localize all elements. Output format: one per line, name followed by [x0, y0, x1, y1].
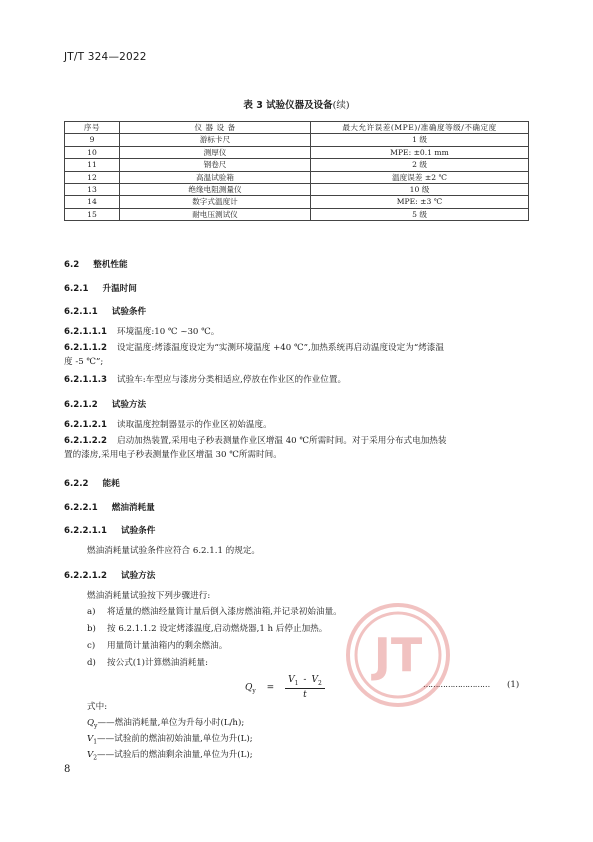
heading-number: 6.2.1.2 [64, 400, 98, 410]
table-row [65, 146, 529, 158]
formula-var-v1-sub: 1 [294, 679, 299, 687]
where-symbol-sub: 2 [93, 754, 98, 762]
heading-title: 升温时间 [102, 284, 137, 294]
cell-accuracy: MPE: ±3 ℃ [311, 196, 529, 208]
cell-instrument: 绝缘电阻测量仪 [120, 184, 311, 196]
paragraph-test-condition: 燃油消耗量试验条件应符合 6.2.1.1 的规定。 [87, 546, 261, 556]
where-text: ——试验前的燃油初始油量,单位为升(L); [97, 734, 253, 744]
where-label: 式中: [87, 702, 108, 712]
heading-title: 试验条件 [111, 307, 147, 317]
where-text: ——试验后的燃油剩余油量,单位为升(L); [97, 750, 253, 760]
where-symbol: V [87, 734, 94, 744]
heading-number: 6.2.2.1.2 [64, 571, 107, 581]
clause-6-2-1-2-2 [64, 434, 534, 462]
instrument-table [64, 121, 529, 221]
clause-number: 6.2.1.1.1 [64, 327, 107, 337]
paragraph-steps-intro: 燃油消耗量试验按下列步骤进行: [87, 591, 211, 601]
page-number: 8 [64, 764, 71, 775]
clause-6-2-1-1-2 [64, 341, 534, 369]
clause-text-line1: 启动加热装置,采用电子秒表测量作业区增温 40 ℃所需时间。对于采用分布式电加热装 [116, 436, 447, 446]
cell-accuracy: MPE: ±0.1 mm [311, 146, 529, 158]
heading-6-2-1 [64, 282, 137, 294]
where-symbol: V [87, 750, 94, 760]
heading-6-2-1-2 [64, 398, 146, 410]
formula-numerator [285, 675, 325, 689]
clause-number: 6.2.1.1.3 [64, 375, 107, 385]
formula-lhs-sub: y [252, 687, 256, 695]
heading-number: 6.2 [64, 260, 80, 270]
heading-number: 6.2.2 [64, 479, 89, 489]
heading-6-2 [64, 258, 128, 270]
cell-instrument: 高温试验箱 [120, 171, 311, 183]
column-header-seq: 序号 [65, 122, 120, 134]
where-item [87, 748, 253, 766]
clause-text: 读取温度控制器显示的作业区初始温度。 [116, 420, 272, 430]
formula-var-v1: V [288, 675, 295, 685]
formula-equals: = [266, 682, 275, 693]
cell-seq: 9 [65, 134, 120, 146]
cell-seq: 13 [65, 184, 120, 196]
jt-watermark-stamp [344, 601, 452, 709]
clause-text-line2: 置的漆房,采用电子秒表测量作业区增温 30 ℃所需时间。 [64, 450, 282, 460]
list-item-text: 用量筒计量油箱内的剩余燃油。 [107, 641, 228, 651]
where-symbol: Q [87, 718, 95, 728]
cell-accuracy: 10 级 [311, 184, 529, 196]
heading-6-2-2-1 [64, 501, 155, 513]
formula-1 [245, 675, 325, 700]
clause-text-line1: 设定温度:烤漆温度设定为“实测环境温度 +40 ℃”,加热系统再启动温度设定为“烤漆温 [116, 343, 444, 353]
table-caption [0, 97, 593, 111]
cell-seq: 14 [65, 196, 120, 208]
formula-lhs: Q [245, 682, 253, 693]
list-item-text: 按 6.2.1.1.2 设定烤漆温度,启动燃烧器,1 h 后停止加热。 [107, 624, 328, 634]
cell-instrument: 测厚仪 [120, 146, 311, 158]
formula-minus: - [303, 675, 307, 685]
where-symbol-sub: 1 [93, 738, 98, 746]
list-item-text: 将适量的燃油经量筒计量后倒入漆房燃油箱,并记录初始油量。 [107, 607, 342, 617]
clause-6-2-1-2-1 [64, 418, 272, 432]
cell-accuracy: 1 级 [311, 134, 529, 146]
clause-number: 6.2.1.2.2 [64, 436, 107, 446]
heading-number: 6.2.1.1 [64, 307, 98, 317]
table-row [65, 208, 529, 220]
cell-accuracy: 2 级 [311, 159, 529, 171]
formula-fraction [285, 675, 325, 700]
list-item [87, 622, 327, 636]
list-item-label: c) [87, 641, 96, 651]
where-text: ——燃油消耗量,单位为升每小时(L/h); [97, 718, 245, 728]
list-item-label: b) [87, 624, 96, 634]
heading-title: 燃油消耗量 [111, 503, 155, 513]
where-symbol-sub: y [94, 722, 98, 730]
cell-seq: 15 [65, 208, 120, 220]
list-item-label: a) [87, 607, 96, 617]
formula-denominator: t [303, 689, 307, 700]
heading-title: 试验方法 [120, 571, 156, 581]
table-row [65, 159, 529, 171]
list-item-label: d) [87, 658, 96, 668]
formula-var-v2-sub: 2 [317, 679, 322, 687]
heading-number: 6.2.1 [64, 284, 89, 294]
cell-accuracy: 温度误差 ±2 ℃ [311, 171, 529, 183]
formula-number: (1) [507, 680, 520, 690]
formula-var-v2: V [311, 675, 318, 685]
clause-text-line2: 度 -5 ℃”; [64, 357, 104, 367]
cell-accuracy: 5 级 [311, 208, 529, 220]
heading-6-2-2-1-2 [64, 569, 155, 581]
table-caption-continued: (续) [332, 100, 350, 111]
heading-number: 6.2.2.1.1 [64, 526, 107, 536]
heading-title: 试验方法 [111, 400, 147, 410]
table-row [65, 171, 529, 183]
table-row [65, 196, 529, 208]
clause-text: 环境温度:10 ℃ ~30 ℃。 [116, 327, 220, 337]
clause-6-2-1-1-3 [64, 373, 346, 387]
column-header-instrument: 仪 器 设 备 [120, 122, 311, 134]
cell-seq: 12 [65, 171, 120, 183]
clause-6-2-1-1-1 [64, 325, 219, 339]
cell-instrument: 钢卷尺 [120, 159, 311, 171]
table-row [65, 184, 529, 196]
heading-6-2-1-1 [64, 305, 146, 317]
clause-number: 6.2.1.2.1 [64, 420, 107, 430]
list-item [87, 605, 342, 619]
heading-title: 试验条件 [120, 526, 156, 536]
heading-title: 整机性能 [93, 260, 128, 270]
table-caption-title: 表 3 试验仪器及设备 [243, 100, 333, 111]
cell-instrument: 游标卡尺 [120, 134, 311, 146]
formula-leader: ……………………… [423, 680, 490, 689]
list-item-text: 按公式(1)计算燃油消耗量: [107, 658, 209, 668]
stamp-text: JT [373, 628, 423, 682]
cell-seq: 11 [65, 159, 120, 171]
list-item [87, 639, 227, 653]
heading-6-2-2-1-1 [64, 524, 155, 536]
standard-number: JT/T 324—2022 [64, 51, 147, 63]
list-item [87, 656, 208, 670]
cell-seq: 10 [65, 146, 120, 158]
cell-instrument: 数字式温度计 [120, 196, 311, 208]
clause-text: 试验车:车型应与漆房分类相适应,停放在作业区的作业位置。 [116, 375, 347, 385]
heading-title: 能耗 [102, 479, 120, 489]
column-header-accuracy: 最大允许误差(MPE)/准确度等级/不确定度 [311, 122, 529, 134]
table-header-row [65, 122, 529, 134]
clause-number: 6.2.1.1.2 [64, 343, 107, 353]
table-row [65, 134, 529, 146]
heading-number: 6.2.2.1 [64, 503, 98, 513]
heading-6-2-2 [64, 477, 120, 489]
cell-instrument: 耐电压测试仪 [120, 208, 311, 220]
